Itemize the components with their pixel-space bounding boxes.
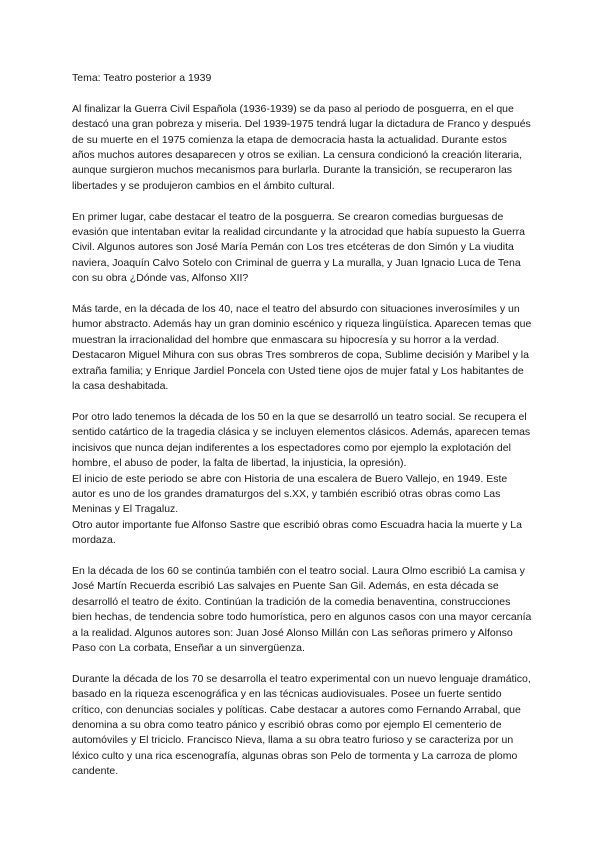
paragraph-line: Durante la década de los 70 se desarrolla el teatro experimental con un nuevo lenguaje dramático, basado en la riqueza escenográfica y en las técnicas audiovisuales. Posee un fuerte sentido crítico, con denuncias sociales y políticas. Cabe destacar a autores como Fernando Arrabal, que denomina a su obra como teatro pánico y escribió obras como por ejemplo El cementerio de automóviles y El triciclo. Francisco Nieva, llama a su obra teatro furioso y se caracteriza por un léxico culto y una rica escenografía, algunas obras son Pelo de tormenta y La carroza de plomo candente. — [72, 672, 531, 778]
paragraph-line: Destacaron Miguel Mihura con sus obras Tres sombreros de copa, Sublime decisión y Maribel y la extraña familia; y Enrique Jardiel Poncela con Usted tiene ojos de mujer fatal y Los habitantes de la casa deshabitada. — [72, 349, 529, 393]
document-body — [72, 71, 532, 795]
paragraph-decada-40 — [72, 302, 532, 394]
paragraph-line: Otro autor importante fue Alfonso Sastre que escribió obras como Escuadra hacia la muerte y La mordaza. — [72, 518, 522, 547]
paragraph-line: En la década de los 60 se continúa también con el teatro social. Laura Olmo escribió La camisa y José Martín Recuerda escribió Las salvajes en Puente San Gil. Además, en esta década se desarrolló el teatro de éxito. Continúan la tradición de la comedia benaventina, construcciones bien hechas, de tendencia sobre todo humorística, pero en algunos casos con una mayor cercanía a la realidad. Algunos autores son: Juan José Alonso Millán con Las señoras primero y Alfonso Paso con La corbata, Enseñar a un sinvergüenza. — [72, 564, 532, 654]
paragraph-decada-60 — [72, 564, 532, 656]
paragraph-line: Al finalizar la Guerra Civil Española (1936-1939) se da paso al periodo de posguerra, en el que destacó una gran pobreza y miseria. Del 1939-1975 tendrá lugar la dictadura de Franco y después de su muerte en el 1975 comienza la etapa de democracia hasta la actualidad. Durante estos años muchos autores desaparecen y otros se exilian. La censura condicionó la creación literaria, aunque surgieron muchos mecanismos para burlarla. Durante la transición, se recuperaron las libertades y se produjeron cambios en el ámbito cultural. — [72, 102, 531, 192]
paragraph-line: En primer lugar, cabe destacar el teatro de la posguerra. Se crearon comedias burguesas de evasión que intentaban evitar la realidad circundante y la atrocidad que había supuesto la Guerra Civil. Algunos autores son José María Pemán con Los tres etcéteras de don Simón y La viudita naviera, Joaquín Calvo Sotelo con Criminal de guerra y La muralla, y Juan Ignacio Luca de Tena con su obra ¿Dónde vas, Alfonso XII? — [72, 210, 525, 285]
paragraph-line: Más tarde, en la década de los 40, nace el teatro del absurdo con situaciones inverosímiles y un humor abstracto. Además hay un gran dominio escénico y riqueza lingüística. Aparecen temas que muestran la irracionalidad del hombre que enmascara su hipocresía y su horror a la verdad. — [72, 303, 532, 346]
paragraph-line: El inicio de este periodo se abre con Historia de una escalera de Buero Vallejo, en 1949. Este autor es uno de los grandes dramaturgos del s.XX, y también escribió otras obras como Las Meninas y El Tragaluz. — [72, 472, 508, 516]
paragraph-posguerra — [72, 210, 532, 287]
paragraph-intro — [72, 102, 532, 194]
document-title: Tema: Teatro posterior a 1939 — [72, 72, 212, 84]
paragraph-decada-50 — [72, 410, 532, 549]
paragraph-decada-70 — [72, 672, 532, 780]
paragraph-line: Por otro lado tenemos la década de los 50 en la que se desarrolló un teatro social. Se recupera el sentido catártico de la tragedia clásica y se incluyen elementos clásicos. Además, aparecen temas incisivos que nunca dejan indiferentes a los espectadores como por ejemplo la explotación del hombre, el abuso de poder, la falta de libertad, la injusticia, la opresión). — [72, 410, 531, 470]
